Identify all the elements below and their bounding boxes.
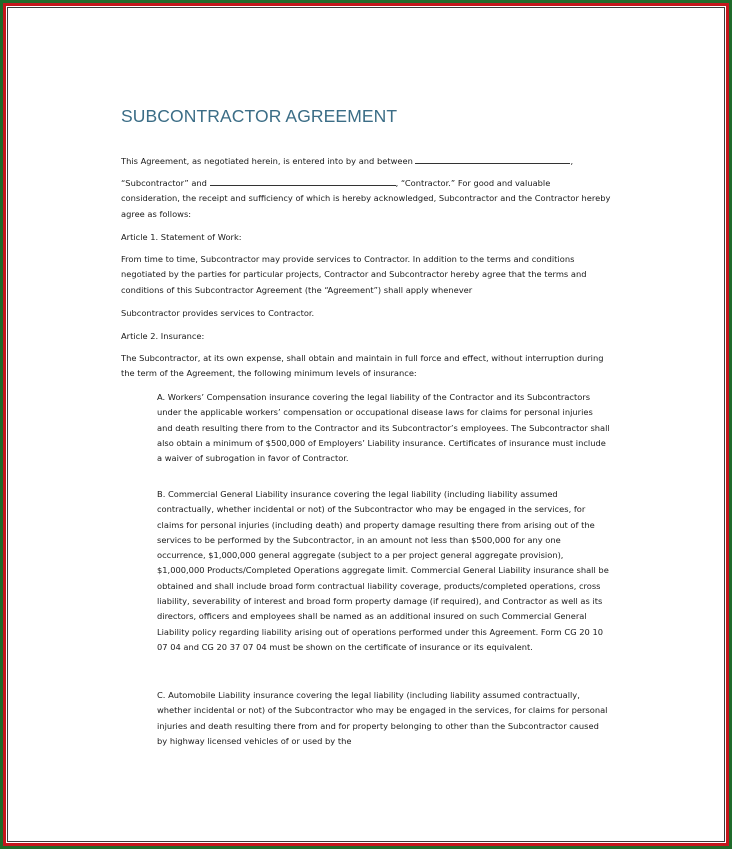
intro-line-2-start: “Subcontractor” and bbox=[121, 178, 207, 188]
party-blank-1[interactable] bbox=[415, 155, 570, 164]
document-title: SUBCONTRACTOR AGREEMENT bbox=[121, 106, 398, 126]
party-blank-2[interactable] bbox=[210, 177, 396, 186]
document-page bbox=[10, 10, 722, 839]
article-1-body-2: Subcontractor provides services to Contractor. bbox=[121, 308, 315, 318]
clause-b: B. Commercial General Liability insurance covering the legal liability (including liability assumed contractually, whether incidental or not) of the Subcontractor who may be engaged in the services, for claims for personal injuries (including death) and property damage resulting there from arising out of the services to be performed by the Subcontractor, in an amount not less than $500,000 for any one occurrence, $1,000,000 general aggregate (subject to a per project general aggregate provision), $1,000,000 Products/Completed Operations aggregate limit. Commercial General Liability insurance shall be obtained and shall include broad form contractual liability coverage, products/completed operations, cross liability, severability of interest and broad form property damage (if required), and Contractor as well as its directors, officers and employees shall be named as an additional insured on such Commercial General Liability policy regarding liability arising out of operations performed under this Agreement. Form CG 20 10 07 04 and CG 20 37 07 04 must be shown on the certificate of insurance or its equivalent. bbox=[157, 489, 609, 652]
article-1-body: From time to time, Subcontractor may provide services to Contractor. In addition to the terms and conditions negotiated by the parties for particular projects, Contractor and Subcontractor hereby agree that the terms and conditions of this Subcontractor Agreement (the “Agreement”) shall apply whenever bbox=[121, 254, 587, 295]
article-2-heading: Article 2. Insurance: bbox=[121, 331, 205, 341]
intro-line-1-end: , bbox=[570, 156, 574, 166]
article-2-body: The Subcontractor, at its own expense, shall obtain and maintain in full force and effect, without interruption during the term of the Agreement, the following minimum levels of insurance: bbox=[121, 353, 604, 379]
intro-paragraph bbox=[121, 176, 611, 222]
clause-c: C. Automobile Liability insurance covering the legal liability (including liability assumed contractually, whether incidental or not) of the Subcontractor who may be engaged in the services, for claims for personal injuries and death resulting there from and for property belonging to other than the Subcontractor caused by highway licensed vehicles of or used by the bbox=[157, 690, 608, 746]
intro-line-1-text: This Agreement, as negotiated herein, is entered into by and between bbox=[121, 156, 413, 166]
intro-line-1 bbox=[121, 154, 611, 169]
article-1-heading: Article 1. Statement of Work: bbox=[121, 232, 242, 242]
intro-line-2-rest: , “Contractor.” For good and valuable consideration, the receipt and sufficiency of which is hereby acknowledged, Subcontractor and the Contractor hereby agree as follows: bbox=[121, 178, 611, 219]
clause-a: A. Workers’ Compensation insurance covering the legal liability of the Contractor and its Subcontractors under the applicable workers’ compensation or occupational disease laws for claims for personal injuries and death resulting there from to the Contractor and its Subcontractor’s employees. The Subcontractor shall also obtain a minimum of $500,000 of Employers’ Liability insurance. Certificates of insurance must include a waiver of subrogation in favor of Contractor. bbox=[157, 392, 610, 464]
